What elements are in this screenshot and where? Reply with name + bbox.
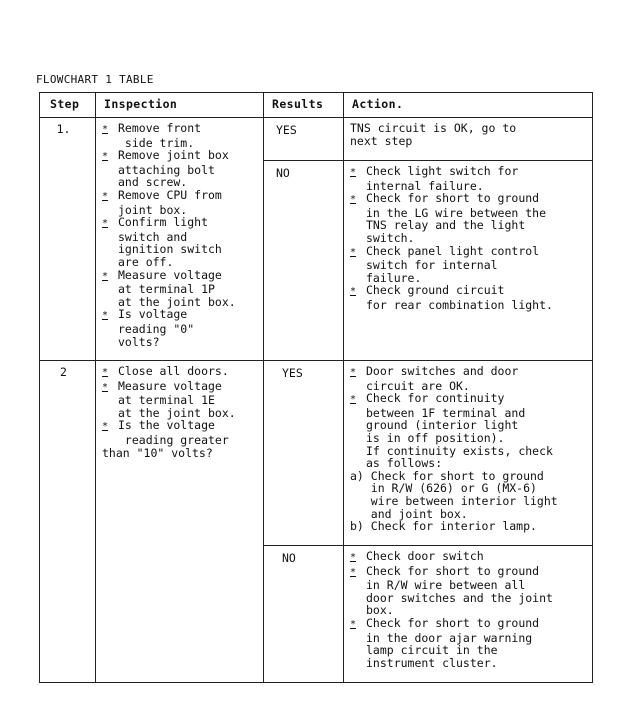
header-step: Step <box>40 93 96 118</box>
header-inspection: Inspection <box>96 93 264 118</box>
bullet-icon: * <box>102 270 109 282</box>
bullet-icon: * <box>102 124 109 135</box>
bullet-icon: * <box>350 194 357 206</box>
bullet-item <box>102 216 259 231</box>
bullet-icon: * <box>350 167 357 178</box>
item-text: Is voltage <box>118 307 188 322</box>
item-text: Close all doors. <box>118 364 229 378</box>
item-text: Remove front <box>118 121 202 135</box>
table-header-row <box>40 93 593 118</box>
header-results: Results <box>264 93 344 118</box>
item-text: reading "0" <box>118 321 195 336</box>
item-text: ground (interior light <box>366 418 519 433</box>
item-text: Confirm light <box>118 215 209 230</box>
table-row <box>40 361 593 546</box>
item-text: switch and <box>118 229 188 244</box>
bullet-item <box>350 617 588 632</box>
result-cell: NO <box>264 546 344 683</box>
bullet-item <box>350 192 588 207</box>
bullet-item <box>350 550 588 565</box>
bullet-icon: * <box>102 190 109 202</box>
bullet-icon: * <box>102 421 109 433</box>
item-text: Check for continuity <box>366 391 505 406</box>
item-text: Check door switch <box>366 549 484 563</box>
action-cell <box>344 546 593 683</box>
item-text: Check for short to ground <box>366 615 540 630</box>
result-cell: YES <box>264 361 344 546</box>
bullet-item <box>350 245 588 260</box>
bullet-icon: * <box>102 367 109 378</box>
item-text: Check for short to ground <box>366 191 540 206</box>
item-text: Remove joint box <box>118 148 229 163</box>
bullet-icon: * <box>350 394 357 406</box>
item-text: than "10" volts? <box>102 445 213 460</box>
item-text: switch. <box>366 230 415 245</box>
bullet-icon: * <box>350 286 357 298</box>
bullet-item <box>350 565 588 580</box>
item-text: side trim. <box>118 135 195 150</box>
item-text: at terminal 1P <box>118 282 215 297</box>
item-text: attaching bolt <box>118 162 215 177</box>
result-cell: NO <box>264 161 344 361</box>
bullet-item <box>102 269 259 284</box>
item-text: failure. <box>366 270 422 285</box>
item-text: and joint box. <box>350 506 468 521</box>
bullet-icon: * <box>102 218 109 230</box>
item-text: Measure voltage <box>118 267 222 282</box>
item-text: are off. <box>118 254 174 269</box>
item-text: volts? <box>118 334 160 349</box>
item-text: b) Check for interior lamp. <box>350 519 537 534</box>
item-text: and screw. <box>118 175 188 190</box>
item-text: ignition switch <box>118 242 222 257</box>
bullet-item <box>102 308 259 323</box>
inspection-cell <box>96 361 264 683</box>
bullet-item <box>102 189 259 204</box>
bullet-item <box>350 165 588 180</box>
bullet-icon: * <box>350 367 357 378</box>
action-cell <box>344 161 593 361</box>
item-text: in R/W wire between all <box>366 578 526 593</box>
bullet-item <box>102 380 259 395</box>
bullet-item <box>102 419 259 434</box>
item-text: instrument cluster. <box>366 655 498 670</box>
item-text: at the joint box. <box>118 405 236 420</box>
item-text: a) Check for short to ground <box>350 468 544 483</box>
item-text: internal failure. <box>366 178 484 193</box>
item-text: next step <box>350 133 413 148</box>
bullet-icon: * <box>102 381 109 393</box>
item-text: wire between interior light <box>350 493 558 508</box>
item-text: Is the voltage <box>118 418 215 433</box>
item-text: between 1F terminal and <box>366 405 526 420</box>
bullet-icon: * <box>102 310 109 322</box>
header-action: Action. <box>344 93 593 118</box>
item-text: Door switches and door <box>366 364 519 378</box>
item-text: TNS relay and the light <box>366 218 526 233</box>
step-number: 1. <box>56 122 71 136</box>
item-text: box. <box>366 603 394 618</box>
bullet-item <box>350 284 588 299</box>
inspection-cell <box>96 118 264 361</box>
item-text: reading greater <box>118 432 229 447</box>
item-text: door switches and the joint <box>366 590 553 605</box>
bullet-item <box>102 365 259 380</box>
step-cell <box>40 118 96 361</box>
item-text: in the door ajar warning <box>366 630 533 645</box>
item-text: circuit are OK. <box>366 378 470 393</box>
flowchart-table <box>39 92 593 683</box>
item-text: Check light switch for <box>366 164 519 178</box>
item-text: in the LG wire between the <box>366 205 547 220</box>
action-cell <box>344 361 593 546</box>
item-text: TNS circuit is OK, go to <box>350 121 517 135</box>
bullet-item <box>102 149 259 164</box>
item-text: Check for short to ground <box>366 563 540 578</box>
item-text: in R/W (626) or G (MX-6) <box>350 481 537 496</box>
page-title: FLOWCHART 1 TABLE <box>36 73 154 86</box>
item-text: for rear combination light. <box>366 297 553 312</box>
action-cell <box>344 118 593 161</box>
table-row <box>40 118 593 161</box>
item-text: Remove CPU from <box>118 187 222 202</box>
item-text: Check panel light control <box>366 243 540 258</box>
bullet-icon: * <box>350 566 357 578</box>
result-cell: YES <box>264 118 344 161</box>
bullet-icon: * <box>102 151 109 163</box>
bullet-icon: * <box>350 246 357 258</box>
item-text: switch for internal <box>366 258 498 273</box>
item-text: at the joint box. <box>118 294 236 309</box>
bullet-icon: * <box>350 552 357 563</box>
item-text: joint box. <box>118 202 188 217</box>
step-cell <box>40 361 96 683</box>
item-text: at terminal 1E <box>118 393 215 408</box>
item-text: as follows: <box>366 456 443 471</box>
bullet-item <box>350 392 588 407</box>
step-number: 2 <box>60 365 67 379</box>
bullet-item <box>350 365 588 380</box>
item-text: lamp circuit in the <box>366 643 498 658</box>
bullet-item <box>102 122 259 137</box>
item-text: Check ground circuit <box>366 283 505 298</box>
item-text: Measure voltage <box>118 378 222 393</box>
bullet-icon: * <box>350 618 357 630</box>
item-text: If continuity exists, check <box>366 443 553 458</box>
item-text: is in off position). <box>366 430 505 445</box>
